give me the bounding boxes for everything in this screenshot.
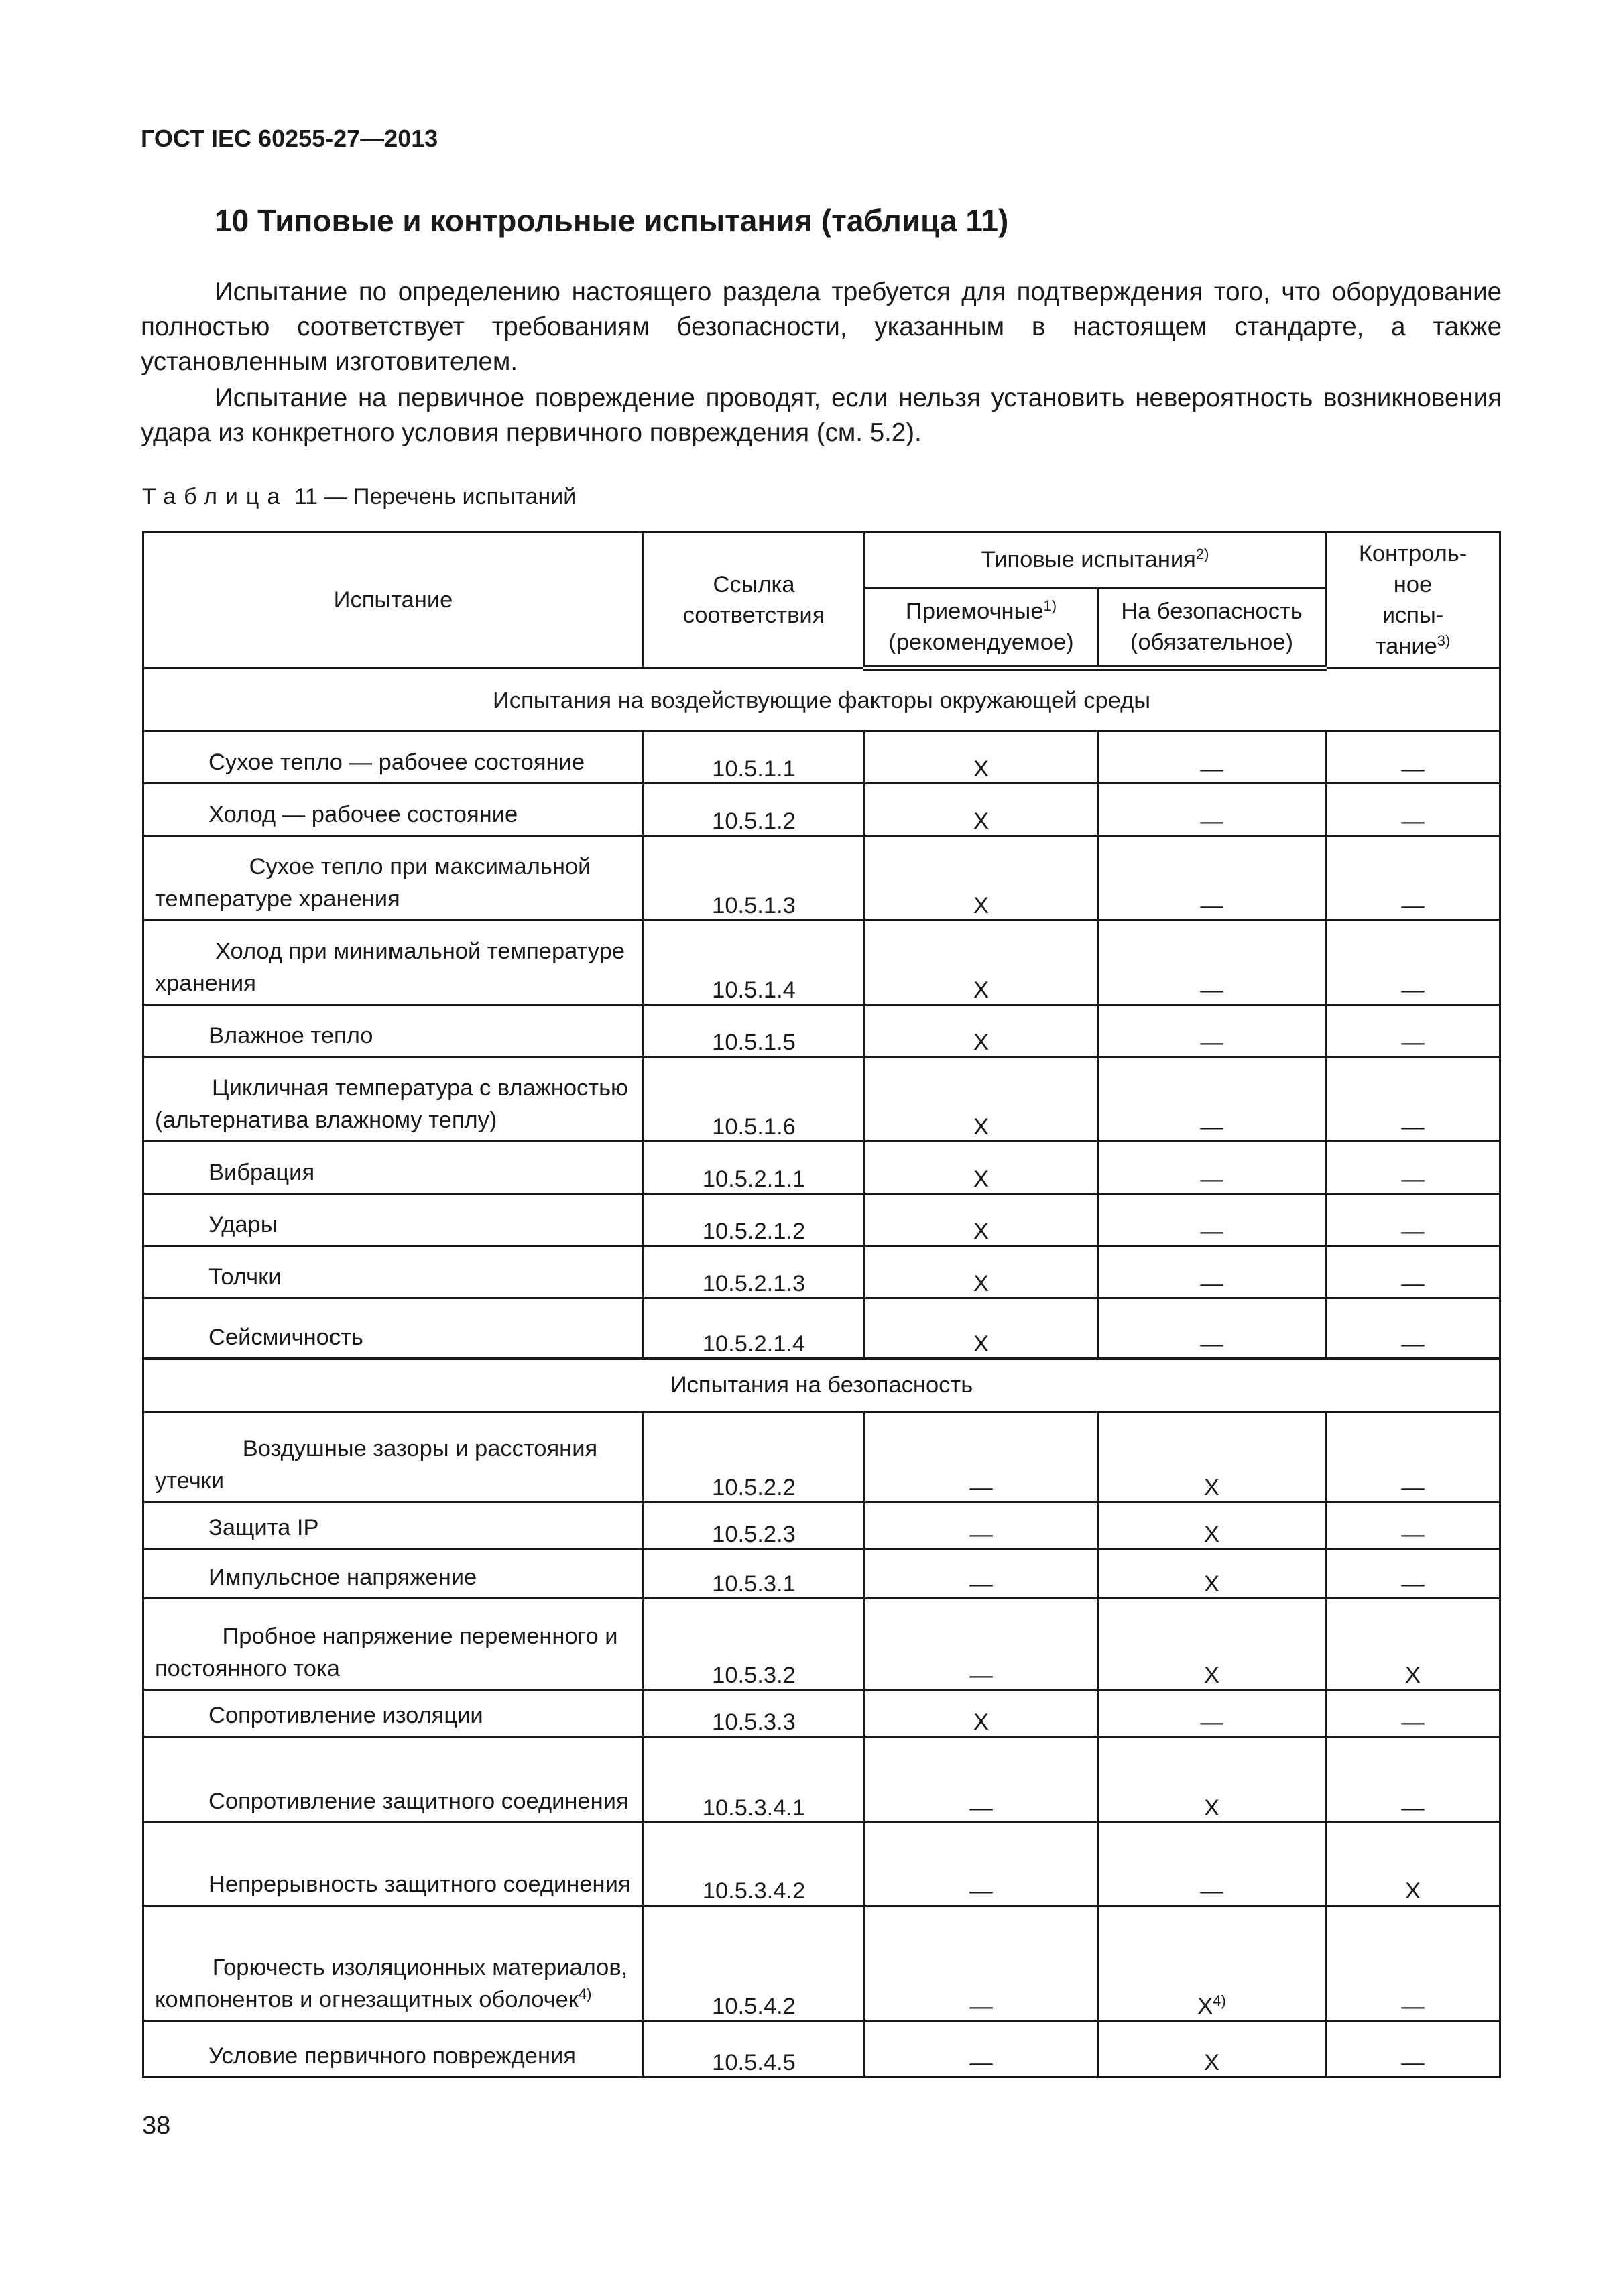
row-control: — [1326,1142,1500,1194]
row-safety: X [1098,1502,1326,1549]
row-reference: 10.5.2.1.2 [644,1194,865,1246]
header-type-tests-note: 2) [1195,545,1209,562]
row-control: — [1326,1298,1500,1359]
header-control-note: 3) [1437,632,1451,649]
row-test-name-text: Импульсное напряжение [208,1565,477,1590]
row-control: — [1326,1549,1500,1599]
row-safety: — [1098,1690,1326,1737]
row-control: X [1326,1823,1500,1906]
row-acceptance: X [865,1057,1098,1142]
row-safety: X [1098,1412,1326,1502]
row-control: — [1326,2021,1500,2077]
row-reference: 10.5.2.1.4 [644,1298,865,1359]
row-safety: — [1098,836,1326,920]
row-test-name [143,1246,644,1298]
row-reference: 10.5.1.4 [644,920,865,1005]
row-test-name [143,1298,644,1359]
row-acceptance: — [865,1599,1098,1690]
row-reference: 10.5.1.1 [644,731,865,784]
row-reference: 10.5.3.4.1 [644,1737,865,1823]
row-test-name-text: Сопротивление изоляции [208,1703,483,1728]
row-test-name-text: Защита IP [208,1515,319,1540]
row-acceptance: — [865,1549,1098,1599]
row-acceptance: X [865,1194,1098,1246]
section-title-row: Испытания на безопасность [143,1359,1500,1412]
row-test-name [143,920,644,1005]
row-acceptance: — [865,1502,1098,1549]
row-test-name-text: Сейсмичность [208,1325,363,1350]
row-test-name [143,1194,644,1246]
row-control: X [1326,1599,1500,1690]
row-acceptance: X [865,1142,1098,1194]
header-control-line-4-text: тание [1375,633,1437,659]
header-reference: Ссылка соответствия [644,532,865,668]
row-test-name-text: Влажное тепло [208,1023,373,1048]
row-test-name [143,1690,644,1737]
row-safety [1098,1906,1326,2021]
row-test-name [143,1057,644,1142]
row-control: — [1326,836,1500,920]
row-reference: 10.5.3.3 [644,1690,865,1737]
header-safety-label: На безопасность [1121,598,1303,624]
row-acceptance: — [865,2021,1098,2077]
paragraph-2-text: Испытание на первичное повреждение проводят, если нельзя установить невероятность возникновения удара из конкретного условия первичного повреждения (см. 5.2). [141,383,1502,447]
row-test-name-text: Толчки [208,1264,282,1290]
row-test-name [143,1906,644,2021]
row-test-name-text: Горючесть изоляционных материалов, компонентов и огнезащитных оболочек [155,1955,628,2012]
row-acceptance: — [865,1823,1098,1906]
row-control: — [1326,1906,1500,2021]
row-test-name [143,1823,644,1906]
row-reference: 10.5.4.5 [644,2021,865,2077]
tests-table [142,531,1501,2078]
header-type-tests-label: Типовые испытания [981,546,1196,572]
row-safety: — [1098,1298,1326,1359]
document-header: ГОСТ IEC 60255-27—2013 [141,125,438,152]
row-control: — [1326,1005,1500,1057]
header-acceptance-note: 1) [1043,597,1057,614]
row-acceptance: X [865,1005,1098,1057]
row-reference: 10.5.1.5 [644,1005,865,1057]
row-test-name-text: Холод — рабочее состояние [208,802,518,827]
row-test-name-text: Пробное напряжение переменного и постоянного тока [155,1624,618,1681]
header-acceptance-sub: (рекомендуемое) [888,629,1074,655]
header-acceptance-line [872,596,1090,627]
row-control: — [1326,1502,1500,1549]
header-control-line-1: Контроль- [1358,541,1467,566]
row-safety: — [1098,1823,1326,1906]
header-type-tests [865,532,1326,588]
row-acceptance: X [865,1298,1098,1359]
row-test-name-text: Условие первичного повреждения [208,2043,576,2069]
row-control: — [1326,1194,1500,1246]
table-caption-title: — Перечень испытаний [324,484,577,509]
row-test-name [143,1599,644,1690]
row-acceptance: X [865,1246,1098,1298]
header-safety [1098,587,1326,668]
row-safety-text: X [1197,1994,1213,2019]
paragraph-2 [141,381,1502,450]
table-caption [142,484,576,510]
row-control: — [1326,1057,1500,1142]
row-test-name [143,784,644,836]
row-test-name-text: Сухое тепло — рабочее состояние [208,749,585,775]
row-reference: 10.5.1.2 [644,784,865,836]
row-test-name-note: 4) [578,1986,592,2002]
row-reference: 10.5.2.1.3 [644,1246,865,1298]
row-safety-note: 4) [1213,1992,1226,2009]
row-test-name [143,1549,644,1599]
row-control: — [1326,1690,1500,1737]
row-acceptance: X [865,920,1098,1005]
row-test-name-text: Холод при минимальной температуре хранения [155,939,625,996]
section-title-row: Испытания на воздействующие факторы окружающей среды [143,668,1500,731]
row-reference: 10.5.2.3 [644,1502,865,1549]
row-reference: 10.5.2.1.1 [644,1142,865,1194]
header-acceptance [865,587,1098,668]
row-safety: — [1098,731,1326,784]
row-control: — [1326,731,1500,784]
row-acceptance: X [865,836,1098,920]
paragraph-1 [141,275,1502,379]
header-safety-sub: (обязательное) [1130,629,1294,655]
row-acceptance: — [865,1412,1098,1502]
row-test-name [143,1502,644,1549]
page-number: 38 [142,2112,171,2140]
row-control: — [1326,1246,1500,1298]
row-test-name [143,2021,644,2077]
row-reference: 10.5.4.2 [644,1906,865,2021]
row-acceptance: X [865,784,1098,836]
row-control: — [1326,1737,1500,1823]
paragraph-1-text: Испытание по определению настоящего раздела требуется для подтверждения того, что оборудование полностью соответствует требованиям безопасности, указанным в настоящем стандарте, а также установленным изготовителем. [141,278,1502,376]
row-safety: X [1098,1549,1326,1599]
row-control: — [1326,784,1500,836]
row-test-name-text: Удары [208,1212,278,1237]
row-test-name [143,731,644,784]
row-test-name-text: Сопротивление защитного соединения [208,1789,629,1814]
row-safety: — [1098,1005,1326,1057]
row-safety: X [1098,2021,1326,2077]
header-control [1326,532,1500,668]
row-safety: — [1098,1246,1326,1298]
row-reference: 10.5.3.1 [644,1549,865,1599]
row-acceptance: X [865,731,1098,784]
section-title: 10 Типовые и контрольные испытания (таблица 11) [215,203,1009,238]
row-test-name-text: Вибрация [208,1160,315,1185]
row-test-name [143,836,644,920]
table-caption-number: 11 [294,484,318,509]
row-reference: 10.5.3.2 [644,1599,865,1690]
header-test: Испытание [143,532,644,668]
row-test-name [143,1005,644,1057]
row-test-name [143,1737,644,1823]
header-control-line-3: испы- [1382,603,1444,628]
row-safety: — [1098,784,1326,836]
row-control: — [1326,1412,1500,1502]
row-safety: X [1098,1737,1326,1823]
header-acceptance-label: Приемочные [905,598,1044,624]
row-reference: 10.5.1.3 [644,836,865,920]
row-test-name-text: Цикличная температура с влажностью (альтернатива влажному теплу) [155,1075,628,1133]
header-control-line-2: ное [1393,572,1433,597]
row-reference: 10.5.3.4.2 [644,1823,865,1906]
row-test-name-text: Сухое тепло при максимальной температуре хранения [155,854,591,912]
row-test-name-text: Непрерывность защитного соединения [208,1872,631,1897]
row-safety: — [1098,1142,1326,1194]
row-acceptance: — [865,1906,1098,2021]
row-test-name [143,1142,644,1194]
header-control-line-4 [1333,631,1492,662]
row-safety: — [1098,1057,1326,1142]
row-safety: — [1098,920,1326,1005]
row-safety: — [1098,1194,1326,1246]
row-test-name-text: Воздушные зазоры и расстояния утечки [155,1436,598,1494]
row-safety: X [1098,1599,1326,1690]
table-caption-word: Таблица [142,484,288,509]
row-reference: 10.5.2.2 [644,1412,865,1502]
row-acceptance: — [865,1737,1098,1823]
row-test-name [143,1412,644,1502]
row-reference: 10.5.1.6 [644,1057,865,1142]
row-acceptance: X [865,1690,1098,1737]
row-control: — [1326,920,1500,1005]
